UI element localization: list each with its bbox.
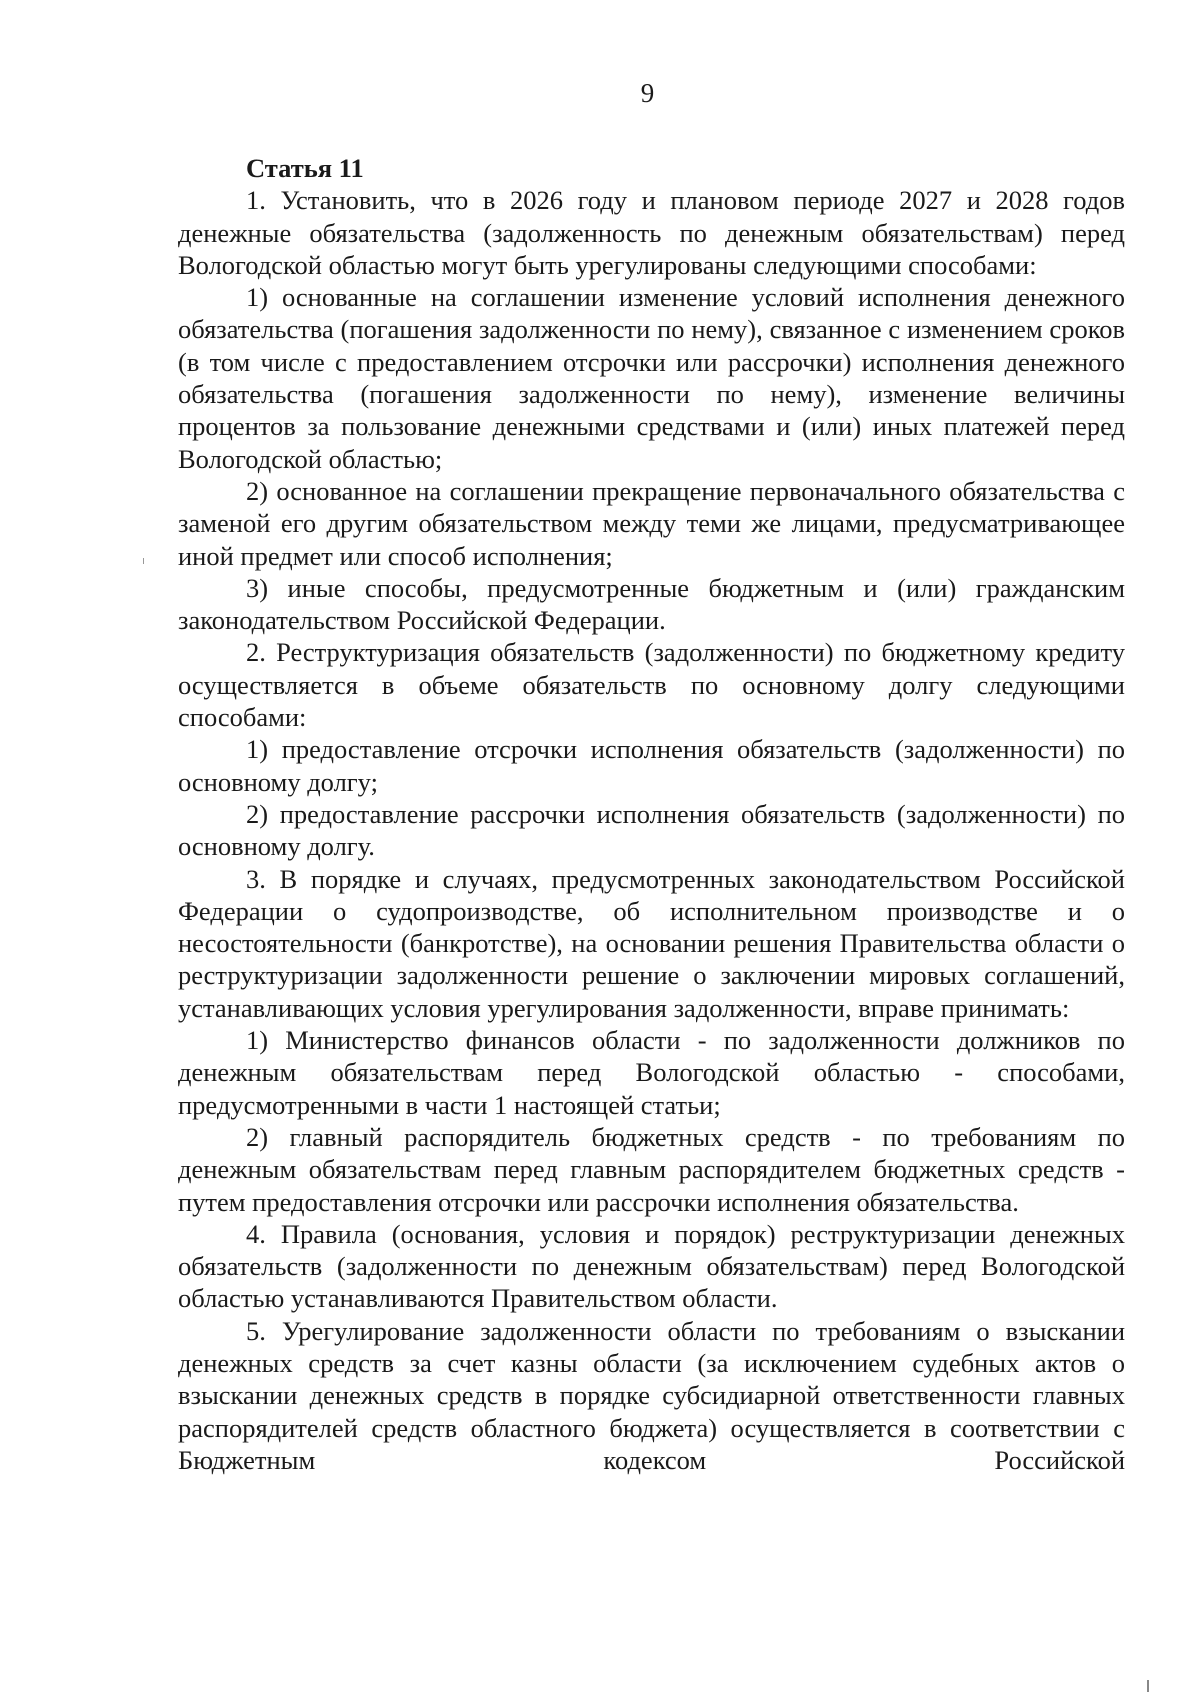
document-body: [178, 152, 1125, 1476]
paragraph: 1. Установить, что в 2026 году и плановом периоде 2027 и 2028 годов денежные обязательства (задолженность по денежным обязательствам) перед Вологодской областью могут быть урегулированы следующими способами:: [178, 185, 1125, 280]
page-number: 9: [640, 78, 655, 108]
scan-artifact: [143, 558, 144, 564]
paragraph: 1) основанные на соглашении изменение условий исполнения денежного обязательства (погашения задолженности по нему), связанное с изменением сроков (в том числе с предоставлением отсрочки или рассрочки) исполнения денежного обязательства (погашения задолженности по нему), изменение величины процентов за пользование денежными средствами и (или) иных платежей перед Вологодской областью;: [178, 282, 1125, 474]
paragraph: 3. В порядке и случаях, предусмотренных законодательством Российской Федерации о судопроизводстве, об исполнительном производстве и о несостоятельности (банкротстве), на основании решения Правительства области о реструктуризации задолженности решение о заключении мировых соглашений, устанавливающих условия урегулирования задолженности, вправе принимать:: [178, 863, 1125, 1023]
paragraph: 3) иные способы, предусмотренные бюджетным и (или) гражданским законодательством Российской Федерации.: [178, 572, 1125, 636]
scan-artifact: [1147, 1680, 1149, 1692]
paragraph: 1) Министерство финансов области - по задолженности должников по денежным обязательствам перед Вологодской областью - способами, предусмотренными в части 1 настоящей статьи;: [178, 1025, 1125, 1120]
paragraph: 4. Правила (основания, условия и порядок) реструктуризации денежных обязательств (задолженности по денежным обязательствам) перед Вологодской областью устанавливаются Правительством области.: [178, 1218, 1125, 1314]
paragraph: 2. Реструктуризация обязательств (задолженности) по бюджетному кредиту осуществляется в объеме обязательств по основному долгу следующими способами:: [178, 637, 1125, 733]
article-title: Статья 11: [246, 153, 364, 183]
paragraph: 2) главный распорядитель бюджетных средств - по требованиям по денежным обязательствам перед главным распорядителем бюджетных средств - путем предоставления отсрочки или рассрочки исполнения обязательства.: [178, 1121, 1125, 1217]
paragraph: 2) предоставление рассрочки исполнения обязательств (задолженности) по основному долгу.: [178, 798, 1125, 862]
paragraph: 1) предоставление отсрочки исполнения обязательств (задолженности) по основному долгу;: [178, 734, 1125, 797]
paragraph: 5. Урегулирование задолженности области по требованиям о взыскании денежных средств за счет казны области (за исключением судебных актов о взыскании денежных средств в порядке субсидиарной ответственности главных распорядителей средств областного бюджета) осуществляется в соответствии с Бюджетным кодексом Российской: [178, 1315, 1125, 1475]
paragraph: 2) основанное на соглашении прекращение первоначального обязательства с заменой его другим обязательством между теми же лицами, предусматривающее иной предмет или способ исполнения;: [178, 475, 1125, 571]
